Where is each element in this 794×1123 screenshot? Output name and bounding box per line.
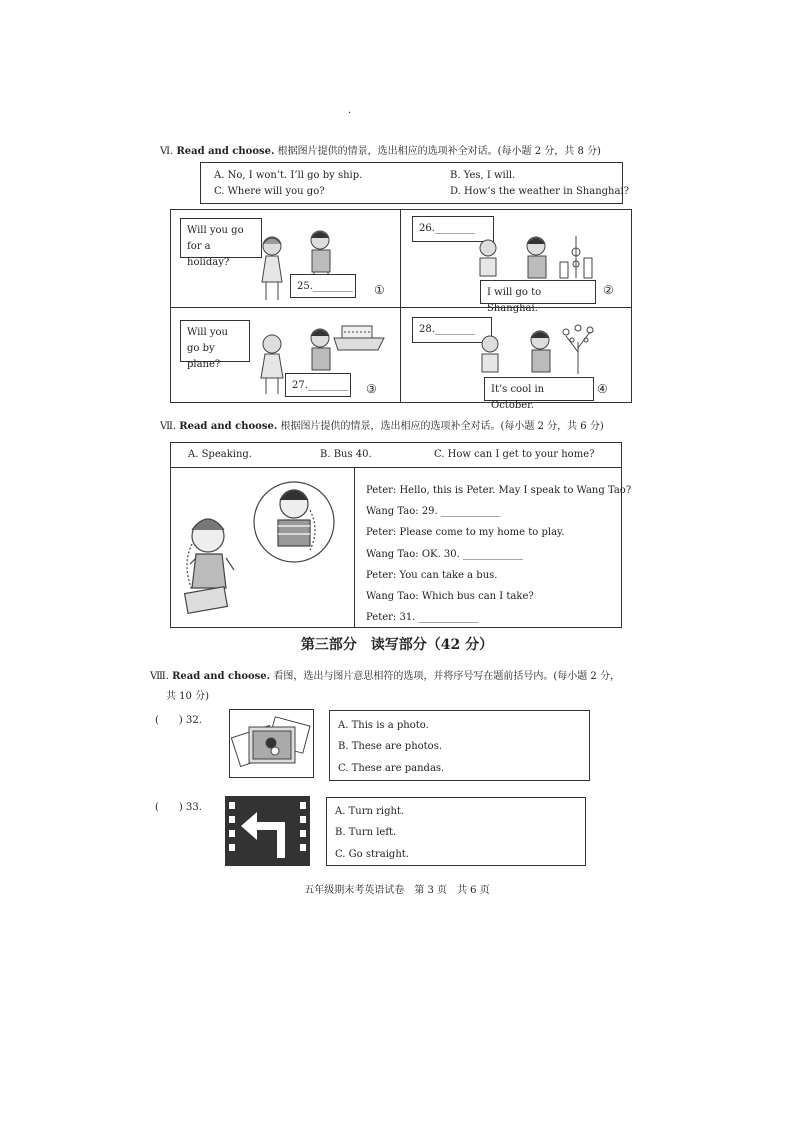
option-d: D. How’s the weather in Shanghai? bbox=[450, 186, 630, 197]
dialogue-line-6: Wang Tao: Which bus can I take? bbox=[366, 591, 534, 602]
panel-2-number: ② bbox=[603, 283, 614, 297]
turn-left-sign-icon bbox=[225, 796, 310, 866]
page-footer: 五年级期末考英语试卷 第 3 页 共 6 页 bbox=[304, 885, 490, 896]
section-8-number: Ⅷ. bbox=[150, 671, 169, 682]
dialogue-line-2: Wang Tao: 29. ____________ bbox=[366, 506, 501, 517]
panel-1-number: ① bbox=[374, 283, 385, 297]
section-7-heading bbox=[160, 417, 604, 432]
panel-4-children-tree-illustration bbox=[474, 318, 604, 378]
s7-option-b: B. Bus 40. bbox=[320, 449, 372, 460]
panel-2-answer-text: I will go to Shanghai. bbox=[480, 280, 596, 304]
panel-1-speech-bubble: Will you go for a holiday? bbox=[180, 218, 262, 258]
section-6-options-box bbox=[200, 162, 623, 204]
dialogue-line-4: Wang Tao: OK. 30. ____________ bbox=[366, 549, 523, 560]
section-8-instruction-cont: 共 10 分) bbox=[166, 691, 209, 702]
panel-2-children-city-illustration bbox=[472, 232, 602, 282]
section-8-heading bbox=[150, 667, 620, 682]
q33-option-b: B. Turn left. bbox=[335, 827, 397, 838]
section-6-title: Read and choose. bbox=[176, 146, 275, 157]
q33-option-c: C. Go straight. bbox=[335, 849, 409, 860]
q32-option-b: B. These are photos. bbox=[338, 741, 443, 752]
dialogue-line-3: Peter: Please come to my home to play. bbox=[366, 527, 565, 538]
s7-option-c: C. How can I get to your home? bbox=[434, 449, 595, 460]
section-8-instruction: 看图，选出与图片意思相符的选项，并将序号写在题前括号内。(每小题 2 分， bbox=[273, 671, 620, 682]
section-7-number: Ⅶ. bbox=[160, 421, 177, 432]
panel-3-speech-bubble: Will you go by plane? bbox=[180, 320, 250, 362]
section-6-instruction: 根据图片提供的情景，选出相应的选项补全对话。(每小题 2 分，共 8 分) bbox=[277, 146, 601, 157]
panel-4-number: ④ bbox=[597, 382, 608, 396]
dialogue-line-5: Peter: You can take a bus. bbox=[366, 570, 498, 581]
grid-vertical-divider bbox=[400, 209, 401, 403]
stray-dot: · bbox=[348, 108, 352, 119]
section-7-vertical-divider bbox=[354, 467, 355, 628]
dialogue-line-7: Peter: 31. ____________ bbox=[366, 612, 479, 623]
question-33-label: ( ) 33. bbox=[155, 802, 202, 813]
option-b: B. Yes, I will. bbox=[450, 170, 516, 181]
q32-option-a: A. This is a photo. bbox=[338, 720, 429, 731]
question-32-label: ( ) 32. bbox=[155, 715, 202, 726]
section-7-phone-call-illustration bbox=[174, 474, 350, 624]
photos-stack-icon bbox=[231, 711, 312, 776]
section-6-heading bbox=[160, 142, 601, 157]
panel-3-answer-blank: 27.________ bbox=[285, 373, 351, 397]
panel-2-speech-bubble: 26.________ bbox=[412, 216, 494, 242]
s7-option-a: A. Speaking. bbox=[188, 449, 252, 460]
panel-3-number: ③ bbox=[366, 382, 377, 396]
section-8-title: Read and choose. bbox=[172, 671, 271, 682]
dialogue-line-1: Peter: Hello, this is Peter. May I speak to Wang Tao? bbox=[366, 485, 632, 496]
part-3-heading: 第三部分 读写部分（42 分） bbox=[300, 637, 494, 653]
option-a: A. No, I won’t. I’ll go by ship. bbox=[214, 170, 363, 181]
q32-option-c: C. These are pandas. bbox=[338, 763, 445, 774]
panel-1-answer-blank: 25.________ bbox=[290, 274, 356, 298]
panel-4-speech-bubble: 28.________ bbox=[412, 317, 492, 343]
section-7-instruction: 根据图片提供的情景，选出相应的选项补全对话。(每小题 2 分，共 6 分) bbox=[280, 421, 604, 432]
section-6-number: Ⅵ. bbox=[160, 146, 174, 157]
section-7-title: Read and choose. bbox=[179, 421, 278, 432]
q33-option-a: A. Turn right. bbox=[335, 806, 405, 817]
section-7-options-divider bbox=[170, 467, 622, 468]
option-c: C. Where will you go? bbox=[214, 186, 325, 197]
grid-horizontal-divider bbox=[170, 307, 632, 308]
panel-4-answer-text: It’s cool in October. bbox=[484, 377, 594, 401]
